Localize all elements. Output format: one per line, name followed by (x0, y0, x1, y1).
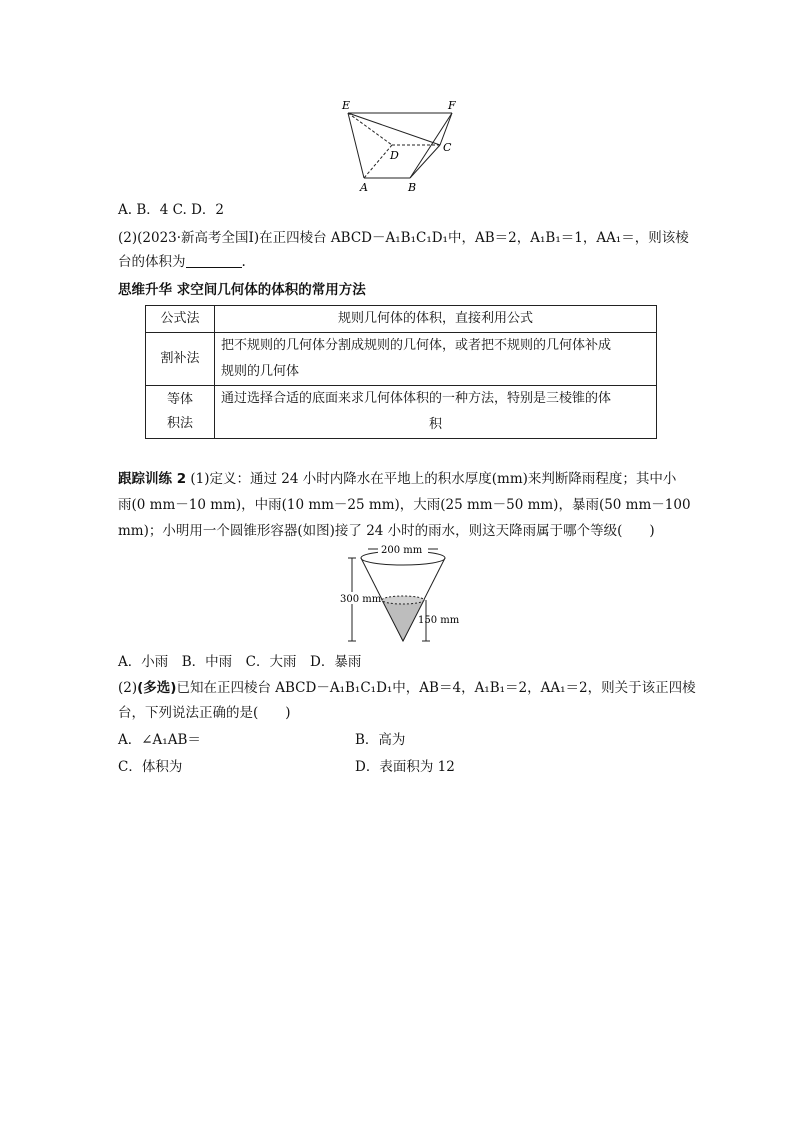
method-name: 公式法 (146, 306, 215, 333)
practice-line1 (118, 469, 676, 489)
question-2-prefix: 台的体积为 (118, 254, 186, 270)
method-description-line: 把不规则的几何体分割成规则的几何体，或者把不规则的几何体补成 (221, 338, 612, 353)
method-name: 割补法 (146, 333, 215, 386)
option-c: C．体积为 (118, 759, 183, 775)
method-name (146, 386, 215, 439)
water-depth-label: 150 mm (418, 615, 460, 626)
question-2b-line1 (118, 678, 696, 698)
label-c: C (443, 141, 452, 154)
table-row (146, 386, 657, 439)
answer-blank (186, 253, 242, 268)
method-description (215, 333, 657, 386)
label-e: E (342, 99, 351, 112)
option-a: A．∠A₁AB＝ (118, 732, 201, 748)
method-name-line: 积法 (166, 416, 193, 431)
diameter-label: 200 mm (381, 545, 423, 556)
practice-label: 跟踪训练 2 (118, 471, 187, 487)
option-d: D．表面积为 12 (355, 759, 455, 775)
question-2-line1: (2)(2023·新高考全国Ⅰ)在正四棱台 ABCD－A₁B₁C₁D₁中，AB＝2，A₁B₁＝1，AA₁＝，则该棱 (118, 230, 689, 246)
question-2b-line2: 台，下列说法正确的是( ) (118, 705, 291, 721)
method-description-line: 规则的几何体 (221, 364, 300, 379)
question-2-suffix: . (241, 254, 246, 270)
label-a: A (360, 181, 368, 194)
methods-heading: 思维升华 求空间几何体的体积的常用方法 (118, 282, 366, 298)
cone-figure (338, 545, 468, 645)
question-text: 已知在正四棱台 ABCD－A₁B₁C₁D₁中，AB＝4，A₁B₁＝2，AA₁＝2，则关于该正四棱 (176, 680, 696, 696)
question-2-line2 (118, 252, 246, 272)
method-description (215, 386, 657, 439)
multi-select-tag: (多选) (137, 680, 177, 696)
frustum-figure (330, 95, 470, 195)
practice-line3: mm)；小明用一个圆锥形容器(如图)接了 24 小时的雨水，则这天降雨属于哪个等级( ) (118, 523, 655, 539)
table-row (146, 333, 657, 386)
label-f: F (448, 99, 456, 112)
label-b: B (408, 181, 417, 194)
method-description-line: 通过选择合适的底面来求几何体体积的一种方法，特别是三棱锥的体 (221, 391, 612, 406)
method-name-line: 等体 (166, 392, 193, 407)
question-number: (2) (118, 680, 138, 696)
question-1-options: A．小雨 B．中雨 C．大雨 D．暴雨 (118, 654, 362, 670)
methods-table (145, 305, 657, 439)
method-description-line: 积 (428, 417, 442, 432)
table-row (146, 306, 657, 333)
label-d: D (390, 149, 399, 162)
method-description: 规则几何体的体积，直接利用公式 (215, 306, 657, 333)
height-label: 300 mm (340, 594, 382, 605)
option-b: B．高为 (355, 732, 406, 748)
practice-line2: 雨(0 mm－10 mm)，中雨(10 mm－25 mm)，大雨(25 mm－50 mm)，暴雨(50 mm－100 (118, 497, 691, 513)
previous-question-options: A. B．4 C. D．2 (118, 202, 224, 218)
practice-text: (1)定义：通过 24 小时内降水在平地上的积水厚度(mm)来判断降雨程度；其中小 (186, 471, 677, 487)
